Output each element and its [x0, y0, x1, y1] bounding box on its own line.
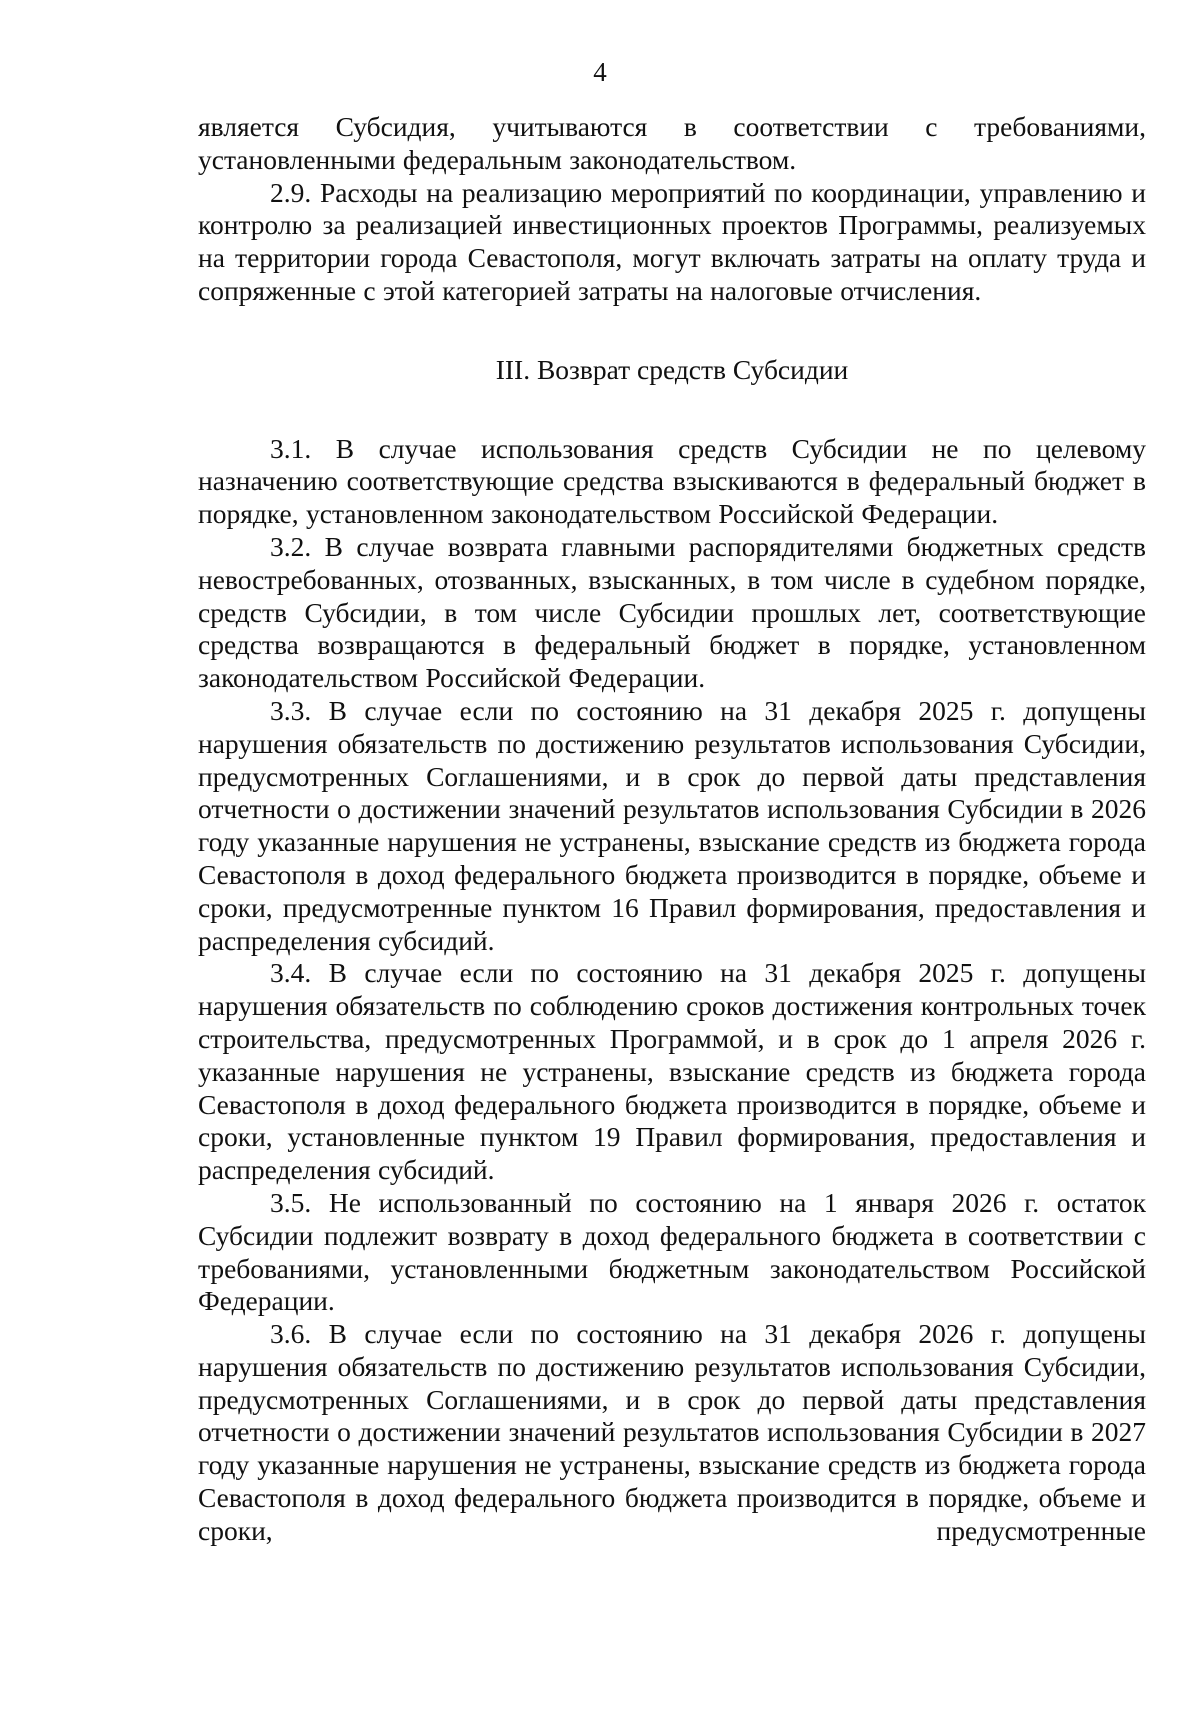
paragraph-3-3: 3.3. В случае если по состоянию на 31 декабря 2025 г. допущены нарушения обязательств по достижению результатов использования Субсидии, предусмотренных Соглашениями, и в срок до первой даты представления отчетности о достижении значений результатов использования Субсидии в 2026 году указанные нарушения не устранены, взыскание средств из бюджета города Севастополя в доход федерального бюджета производится в порядке, объеме и сроки, предусмотренные пунктом 16 Правил формирования, предоставления и распределения субсидий. [198, 694, 1146, 956]
paragraph-3-1: 3.1. В случае использования средств Субсидии не по целевому назначению соответствующие средства взыскиваются в федеральный бюджет в порядке, установленном законодательством Российской Федерации. [198, 432, 1146, 530]
paragraph-2-9: 2.9. Расходы на реализацию мероприятий по координации, управлению и контролю за реализацией инвестиционных проектов Программы, реализуемых на территории города Севастополя, могут включать затраты на оплату труда и сопряженные с этой категорией затраты на налоговые отчисления. [198, 176, 1146, 306]
paragraph-3-2: 3.2. В случае возврата главными распорядителями бюджетных средств невостребованных, отозванных, взысканных, в том числе в судебном порядке, средств Субсидии, в том числе Субсидии прошлых лет, соответствующие средства возвращаются в федеральный бюджет в порядке, установленном законодательством Российской Федерации. [198, 530, 1146, 694]
spacer [198, 387, 1146, 433]
paragraph-continuation: является Субсидия, учитываются в соответствии с требованиями, установленными федеральным законодательством. [198, 111, 1146, 175]
paragraph-3-4: 3.4. В случае если по состоянию на 31 декабря 2025 г. допущены нарушения обязательств по соблюдению сроков достижения контрольных точек строительства, предусмотренных Программой, и в срок до 1 апреля 2026 г. указанные нарушения не устранены, взыскание средств из бюджета города Севастополя в доход федерального бюджета производится в порядке, объеме и сроки, установленные пунктом 19 Правил формирования, предоставления и распределения субсидий. [198, 957, 1146, 1186]
document-body [198, 111, 1146, 1548]
section-heading: III. Возврат средств Субсидии [495, 353, 849, 385]
paragraph-3-6: 3.6. В случае если по состоянию на 31 декабря 2026 г. допущены нарушения обязательств по достижению результатов использования Субсидии, предусмотренных Соглашениями, и в срок до первой даты представления отчетности о достижении значений результатов использования Субсидии в 2027 году указанные нарушения не устранены, взыскание средств из бюджета города Севастополя в доход федерального бюджета производится в порядке, объеме и сроки, предусмотренные [198, 1318, 1146, 1546]
page-number: 4 [593, 57, 607, 87]
spacer [198, 308, 1146, 354]
paragraph-3-5: 3.5. Не использованный по состоянию на 1 января 2026 г. остаток Субсидии подлежит возврату в доход федерального бюджета в соответствии с требованиями, установленными бюджетным законодательством Российской Федерации. [198, 1186, 1146, 1317]
